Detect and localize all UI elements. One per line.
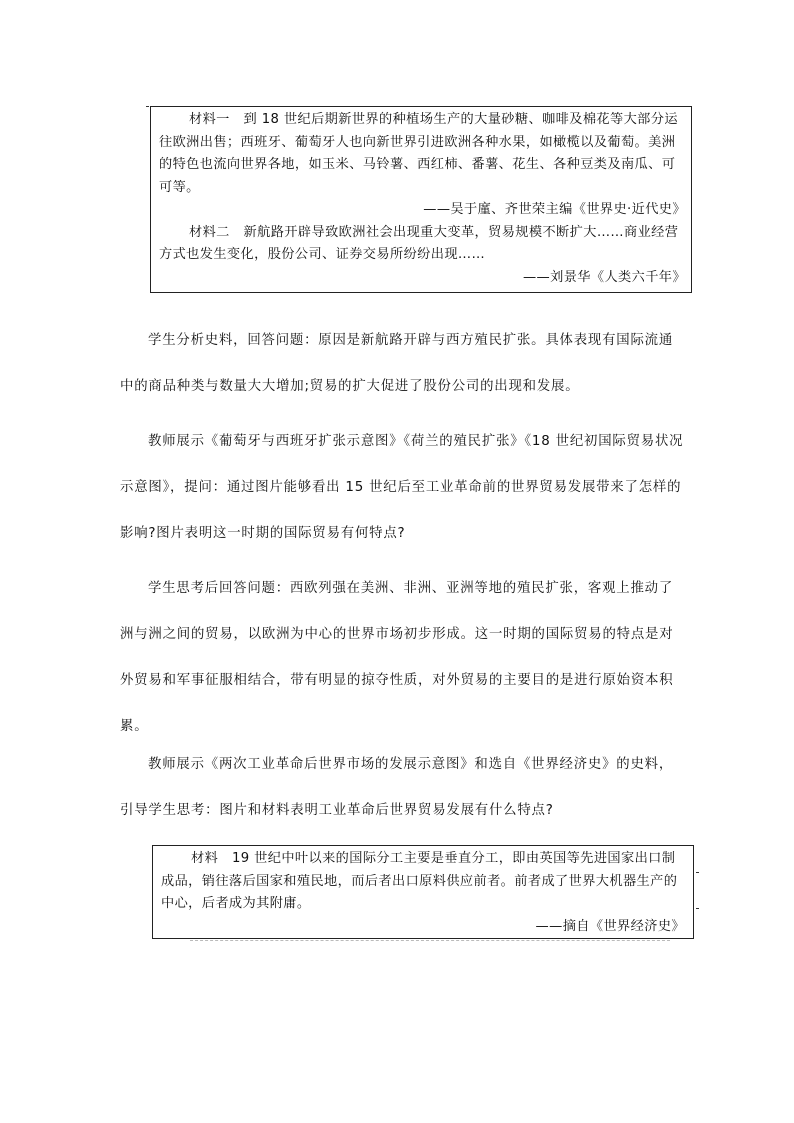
- material-2-text: 新航路开辟导致欧洲社会出现重大变革，贸易规模不断扩大……商业经营方式也发生变化，股份公司、证券交易所纷纷出现……: [159, 224, 679, 262]
- material-1-text: 到 18 世纪后期新世界的种植场生产的大量砂糖、咖啡及棉花等大部分运往欧洲出售；西班牙、葡萄牙人也向新世界引进欧洲各种水果，如橄榄以及葡萄。美洲的特色也流向世界各地，如玉米、马铃薯、西红柿、番薯、花生、各种豆类及南瓜、可可等。: [159, 112, 678, 195]
- paragraph-student-answer: [120, 566, 685, 750]
- material-3-label: 材料: [191, 851, 219, 866]
- paragraph-text: 教师展示《两次工业革命后世界市场的发展示意图》和选自《世界经济史》的史料，引导学生思考：图片和材料表明工业革命后世界贸易发展有什么特点?: [120, 757, 674, 818]
- paragraph-text: 学生思考后回答问题：西欧列强在美洲、非洲、亚洲等地的殖民扩张，客观上推动了洲与洲之间的贸易，以欧洲为中心的世界市场初步形成。这一时期的国际贸易的特点是对外贸易和军事征服相结合，带有明显的掠夺性质，对外贸易的主要目的是进行原始资本积累。: [120, 581, 674, 734]
- paragraph-teacher-guide: [120, 742, 685, 834]
- material-3: [161, 848, 685, 916]
- paragraph-teacher-maps: [120, 419, 685, 557]
- material-1: [159, 109, 686, 199]
- margin-tick: [696, 908, 699, 909]
- material-3-text: 19 世纪中叶以来的国际分工主要是垂直分工，即由英国等先进国家出口制成品，销往落后国家和殖民地，而后者出口原料供应前者。前者成了世界大机器生产的中心，后者成为其附庸。: [161, 851, 678, 911]
- material-2-source: ——刘景华《人类六千年》: [522, 269, 686, 285]
- material-box-1: [150, 106, 692, 293]
- material-box-2: [152, 845, 694, 939]
- paragraph-text: 教师展示《葡萄牙与西班牙扩张示意图》《荷兰的殖民扩张》《18 世纪初国际贸易状况示意图》，提问：通过图片能够看出 15 世纪后至工业革命前的世界贸易发展带来了怎样的影响?图片表明这一时期的国际贸易有何特点?: [120, 434, 684, 541]
- material-1-label: 材料一: [189, 112, 230, 127]
- margin-tick: [696, 872, 699, 873]
- material-3-source: ——摘自《世界经济史》: [535, 918, 685, 934]
- paragraph-text: 学生分析史料，回答问题：原因是新航路开辟与西方殖民扩张。具体表现有国际流通中的商品种类与数量大大增加;贸易的扩大促进了股份公司的出现和发展。: [120, 333, 674, 394]
- paragraph-student-analysis: [120, 318, 685, 410]
- material-2-label: 材料二: [189, 224, 230, 240]
- faint-divider: [190, 940, 670, 942]
- material-1-source: ——吴于廑、齐世荣主编《世界史·近代史》: [423, 202, 686, 217]
- material-2: [159, 222, 686, 267]
- margin-tick: [146, 106, 149, 107]
